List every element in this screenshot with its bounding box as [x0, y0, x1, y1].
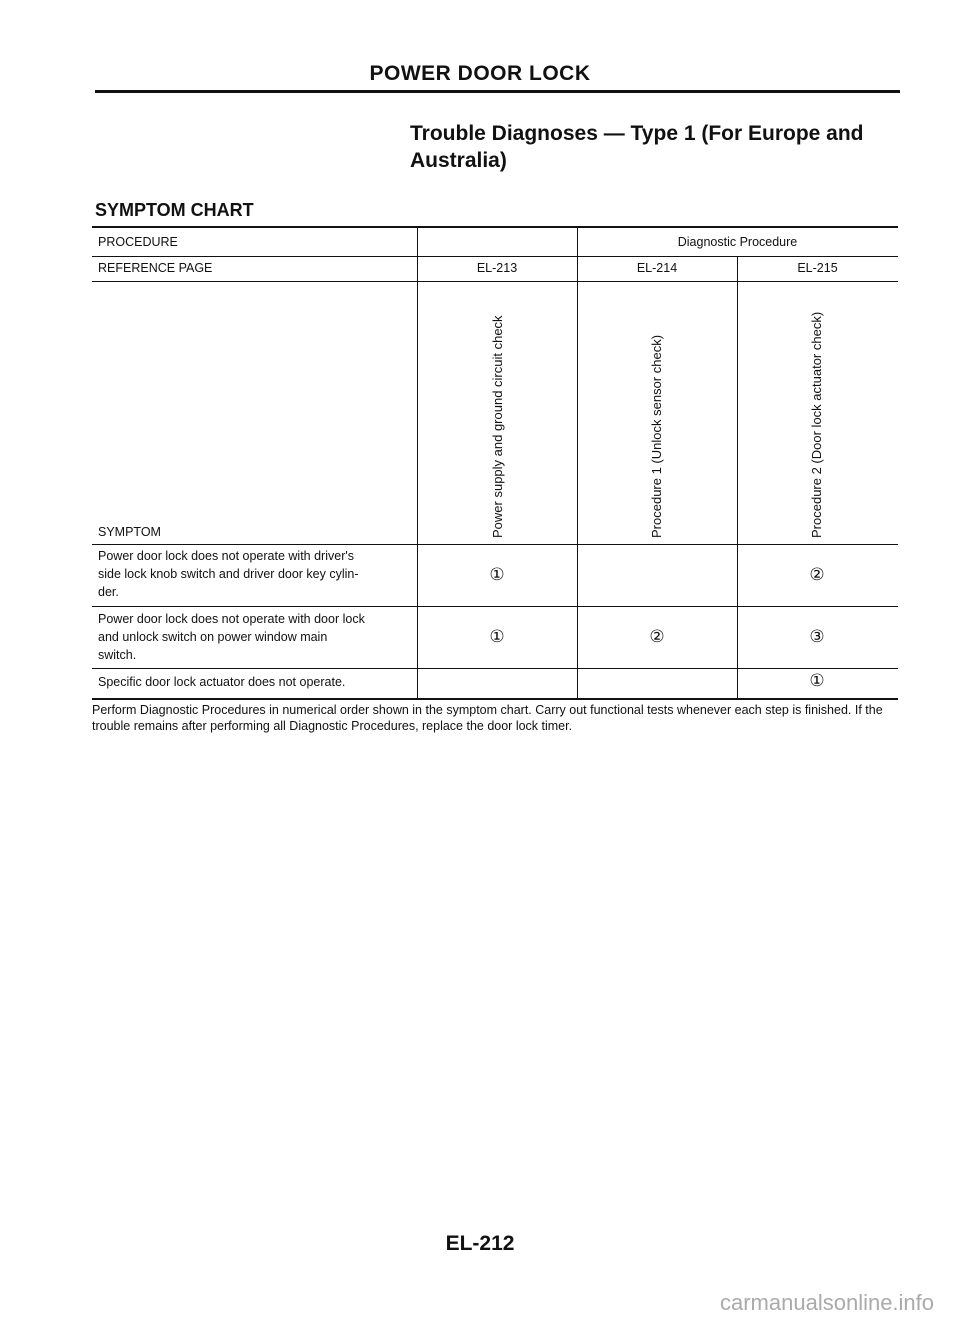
symptom-row-1-line-2: side lock knob switch and driver door key cylin- — [98, 567, 359, 581]
mark-row-3-col-3: ① — [809, 671, 825, 690]
header-rule — [95, 90, 900, 93]
procedure-name-power-supply: Power supply and ground circuit check — [490, 315, 505, 538]
table-rule — [92, 606, 898, 607]
mark-row-2-col-3: ③ — [809, 627, 825, 646]
procedure-label: PROCEDURE — [98, 235, 178, 249]
mark-row-1-col-1: ① — [489, 565, 505, 584]
section-title: Trouble Diagnoses — Type 1 (For Europe and Australia) — [410, 122, 864, 172]
table-rule — [92, 281, 898, 282]
reference-el-213: EL-213 — [476, 261, 518, 275]
procedure-name-unlock-sensor: Procedure 1 (Unlock sensor check) — [649, 334, 664, 538]
symptom-chart-table — [92, 226, 898, 706]
procedure-note: Perform Diagnostic Procedures in numerical order shown in the symptom chart. Carry out functional tests whenever each step is finished. If the trouble remains after performing all Diagnostic Procedures, replace the door lock timer. — [92, 703, 883, 733]
watermark-text: carmanualsonline.info — [720, 1290, 935, 1315]
table-rule — [92, 544, 898, 545]
symptom-row-1-line-1: Power door lock does not operate with driver's — [98, 549, 354, 563]
symptom-row-2-line-1: Power door lock does not operate with door lock — [98, 612, 365, 626]
chart-heading: SYMPTOM CHART — [95, 200, 254, 220]
symptom-label: SYMPTOM — [98, 525, 161, 539]
procedure-name-door-lock-actuator: Procedure 2 (Door lock actuator check) — [809, 311, 824, 538]
diagnostic-procedure-header: Diagnostic Procedure — [677, 235, 798, 249]
table-top-rule — [92, 226, 898, 228]
reference-page-label: REFERENCE PAGE — [98, 261, 213, 275]
symptom-row-1-line-3: der. — [98, 585, 119, 599]
mark-row-2-col-1: ① — [489, 627, 505, 646]
table-rule — [92, 256, 898, 257]
symptom-row-3-line-1: Specific door lock actuator does not operate. — [98, 675, 346, 689]
table-rule — [92, 668, 898, 669]
table-bottom-rule — [92, 698, 898, 700]
reference-el-214: EL-214 — [636, 261, 678, 275]
symptom-row-2-line-3: switch. — [98, 648, 137, 662]
reference-el-215: EL-215 — [797, 261, 838, 275]
mark-row-2-col-2: ② — [649, 627, 665, 646]
page-number: EL-212 — [445, 1232, 515, 1255]
symptom-row-2-line-2: and unlock switch on power window main — [98, 630, 328, 644]
page-header-title: POWER DOOR LOCK — [369, 62, 591, 85]
mark-row-1-col-3: ② — [809, 565, 825, 584]
